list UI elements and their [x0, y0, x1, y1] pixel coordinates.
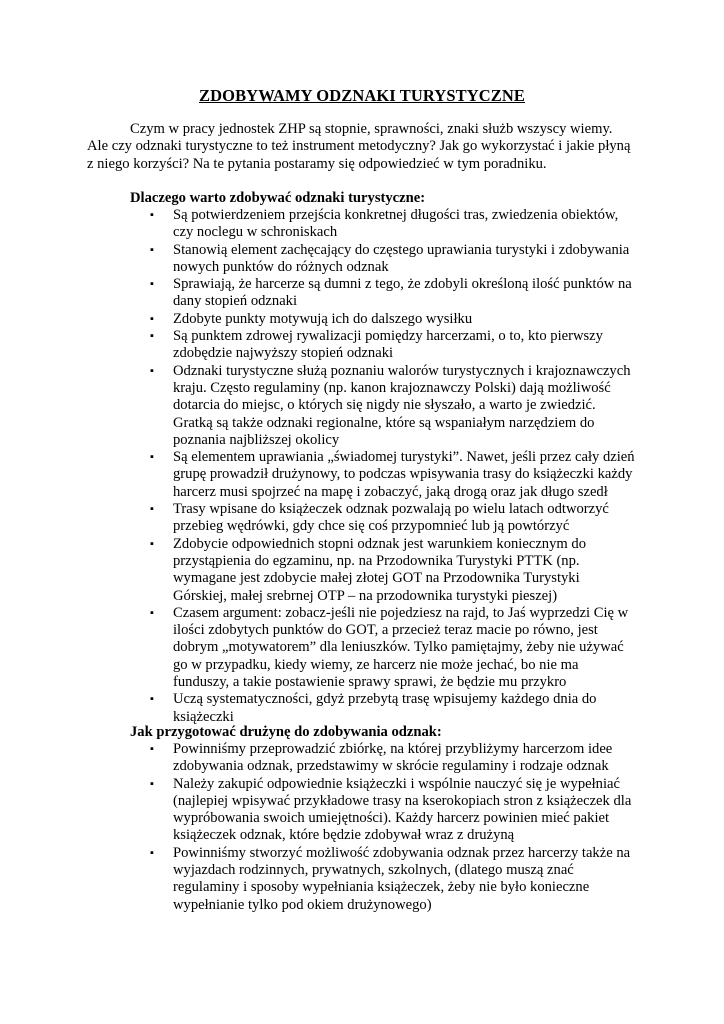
- bullet-icon: ▪: [150, 743, 154, 755]
- list-item-line: wypróbowania swoich umiejętności). Każdy harcerz powinien mieć pakiet: [173, 810, 610, 827]
- bullet-icon: ▪: [150, 312, 154, 325]
- bullet-icon: ▪: [150, 364, 154, 377]
- intro-paragraph: [87, 121, 647, 173]
- list-item-line: Zdobyte punkty motywują ich do dalszego wysiłku: [173, 310, 473, 327]
- list-item: [148, 328, 668, 363]
- list-item-text: [173, 328, 668, 363]
- list-item-line: przebieg wędrówki, gdy chce się coś przypomnieć lub ją powtórzyć: [173, 518, 570, 535]
- intro-line: z niego korzyści? Na te pytania postaramy się odpowiedzieć w tym poradniku.: [87, 155, 547, 172]
- bullet-icon: ▪: [150, 243, 154, 256]
- bullet-icon: ▪: [150, 330, 154, 343]
- list-item: [148, 536, 668, 605]
- section-heading-how: Jak przygotować drużynę do zdobywania odznak:: [130, 724, 442, 740]
- list-item-line: Powinniśmy przeprowadzić zbiórkę, na której przybliżymy harcerzom idee: [173, 741, 613, 757]
- list-item-text: [173, 276, 668, 311]
- bullet-icon: ▪: [150, 278, 154, 291]
- list-item-text: [173, 311, 668, 328]
- list-item-line: kraju. Często regulaminy (np. kanon krajoznawczy Polski) dają możliwość: [173, 379, 611, 396]
- list-item-text: [173, 449, 668, 501]
- list-item-text: [173, 741, 668, 776]
- list-item-line: Górskiej, małej srebrnej OTP – na przodownika turystyki pieszej): [173, 587, 558, 604]
- list-item-line: zdobywania odznak, przedstawimy w skrócie regulaminy i rodzaje odznak: [173, 758, 609, 775]
- list-item-line: Czasem argument: zobacz-jeśli nie pojedziesz na rajd, to Jaś wyprzedzi Cię w: [173, 604, 629, 621]
- list-item: [148, 605, 668, 691]
- list-item-line: grupę prowadził drużynowy, to podczas wpisywania trasy do książeczki każdy: [173, 466, 633, 483]
- list-item-line: Sprawiają, że harcerze są dumni z tego, że zdobyli określoną ilość punktów na: [173, 276, 632, 293]
- list-item-line: wyjazdach rodzinnych, prywatnych, szkolnych, (dlatego muszą znać: [173, 862, 574, 879]
- list-item: [148, 311, 668, 328]
- list-item: [148, 207, 668, 242]
- list-item-line: funduszy, a takie postawienie sprawy sprawi, że będzie mu przykro: [173, 674, 567, 691]
- list-item-line: Są punktem zdrowej rywalizacji pomiędzy harcerzami, o to, kto pierwszy: [173, 328, 603, 345]
- bullet-icon: ▪: [150, 777, 154, 790]
- list-item: [148, 691, 668, 726]
- list-item-line: Odznaki turystyczne służą poznaniu walorów turystycznych i krajoznawczych: [173, 362, 631, 379]
- list-item-line: przystąpienia do egzaminu, np. na Przodownika Turystyki PTTK (np.: [173, 552, 580, 569]
- document-title: ZDOBYWAMY ODZNAKI TURYSTYCZNE: [199, 86, 525, 105]
- list-item: [148, 449, 668, 501]
- bullet-icon: ▪: [150, 209, 154, 221]
- bullet-icon: ▪: [150, 451, 154, 464]
- section-list-why: [148, 207, 668, 726]
- section-list-how: [148, 741, 668, 914]
- bullet-icon: ▪: [150, 503, 154, 516]
- list-item: [148, 845, 668, 914]
- list-item-line: wymagane jest zdobycie małej złotej GOT na Przodownika Turystyki: [173, 570, 580, 587]
- list-item-line: książeczek odznak, które będzie zdobywał wraz z drużyną: [173, 827, 515, 844]
- list-item-line: go w przypadku, kiedy wiemy, ze harcerz nie może jechać, bo nie ma: [173, 656, 579, 673]
- list-item: [148, 276, 668, 311]
- bullet-icon: ▪: [150, 846, 154, 859]
- list-item-text: [173, 605, 668, 691]
- list-item-line: Są elementem uprawiania „świadomej turystyki”. Nawet, jeśli przez cały dzień: [173, 449, 635, 466]
- list-item-line: Należy zakupić odpowiednie książeczki i wspólnie nauczyć się je wypełniać: [173, 775, 620, 792]
- list-item-line: Zdobycie odpowiednich stopni odznak jest warunkiem koniecznym do: [173, 535, 586, 552]
- list-item-text: [173, 536, 668, 605]
- list-item-line: harcerz musi spojrzeć na mapę i zobaczyć, jaką drogą oraz jak długo szedł: [173, 483, 608, 500]
- list-item: [148, 776, 668, 845]
- list-item-line: Powinniśmy stworzyć możliwość zdobywania odznak przez harcerzy także na: [173, 844, 631, 861]
- bullet-icon: ▪: [150, 606, 154, 619]
- list-item-text: [173, 207, 668, 242]
- list-item: [148, 741, 668, 776]
- intro-line: Czym w pracy jednostek ZHP są stopnie, sprawności, znaki służb wszyscy wiemy.: [130, 121, 613, 137]
- list-item-line: (najlepiej wpisywać przykładowe trasy na kserokopiach stron z książeczek dla: [173, 792, 632, 809]
- list-item-text: [173, 501, 668, 536]
- list-item-line: Trasy wpisane do książeczek odznak pozwalają po wielu latach odtworzyć: [173, 501, 609, 518]
- list-item: [148, 242, 668, 277]
- bullet-icon: ▪: [150, 537, 154, 550]
- list-item-line: czy noclegu w schroniskach: [173, 224, 338, 241]
- list-item-text: [173, 363, 668, 449]
- list-item-line: Stanowią element zachęcający do częstego uprawiania turystyki i zdobywania: [173, 241, 630, 258]
- list-item-line: Uczą systematyczności, gdyż przebytą trasę wpisujemy każdego dnia do: [173, 691, 597, 708]
- list-item-line: zdobędzie najwyższy stopień odznaki: [173, 345, 394, 362]
- list-item-line: książeczki: [173, 708, 234, 725]
- intro-line: Ale czy odznaki turystyczne to też instrument metodyczny? Jak go wykorzystać i jakie płyną: [87, 138, 631, 155]
- list-item: [148, 363, 668, 449]
- list-item-line: ilości zdobytych punktów do GOT, a przecież teraz macie po równo, jest: [173, 622, 598, 639]
- list-item-line: dany stopień odznaki: [173, 293, 298, 310]
- list-item-line: Są potwierdzeniem przejścia konkretnej długości tras, zwiedzenia obiektów,: [173, 207, 619, 223]
- list-item-line: poznania najbliższej okolicy: [173, 431, 340, 448]
- list-item: [148, 501, 668, 536]
- list-item-line: dobrym „motywatorem” dla leniuszków. Tylko pamiętajmy, żeby nie używać: [173, 639, 624, 656]
- list-item-text: [173, 776, 668, 845]
- list-item-line: regulaminy i sposoby wypełniania książeczek, żeby nie było konieczne: [173, 879, 590, 896]
- list-item-text: [173, 691, 668, 726]
- list-item-text: [173, 845, 668, 914]
- list-item-line: nowych punktów do różnych odznak: [173, 258, 389, 275]
- list-item-line: wypełnianie tylko pod okiem drużynowego): [173, 896, 432, 913]
- list-item-text: [173, 242, 668, 277]
- list-item-line: dotarcia do miejsc, o których się nigdy nie słyszało, a warto je zwiedzić.: [173, 397, 596, 414]
- section-heading-why: Dlaczego warto zdobywać odznaki turystyczne:: [130, 190, 426, 206]
- bullet-icon: ▪: [150, 693, 154, 706]
- list-item-line: Gratką są także odznaki regionalne, które są wspaniałym narzędziem do: [173, 414, 595, 431]
